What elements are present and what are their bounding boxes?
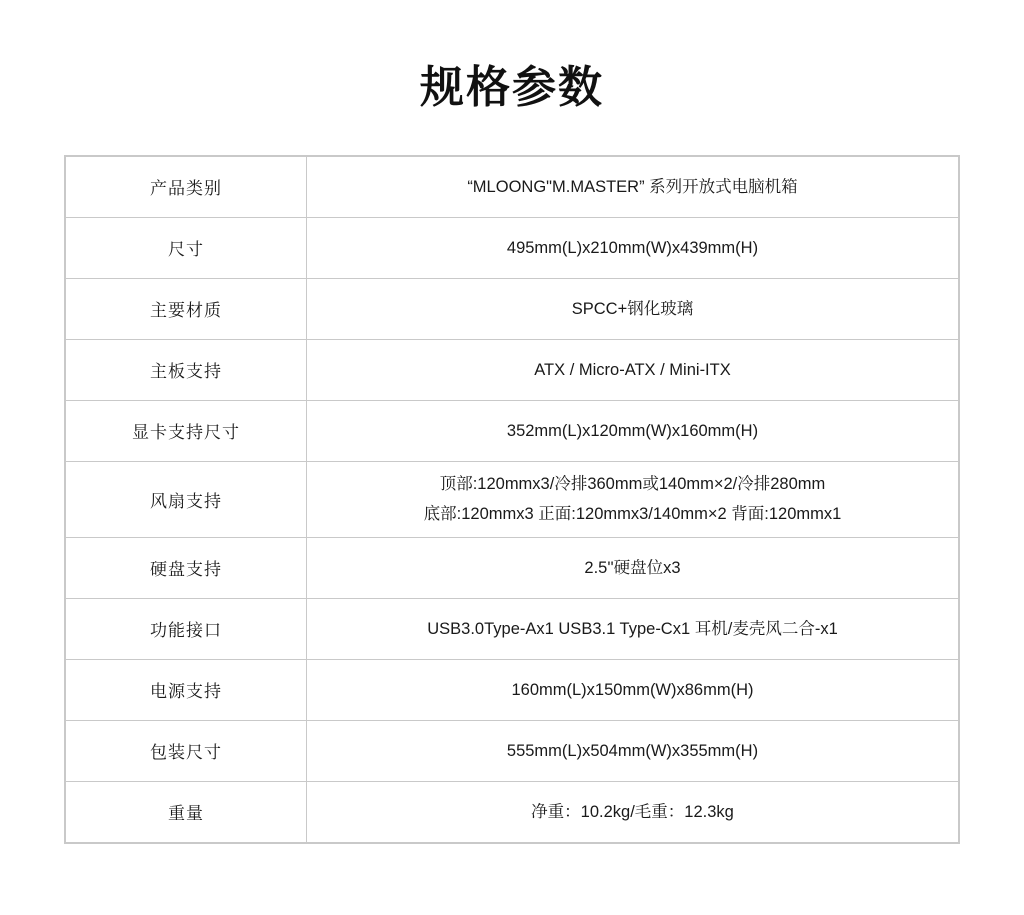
spec-label: 包装尺寸 (66, 720, 307, 781)
table-row (66, 659, 959, 720)
table-row (66, 781, 959, 842)
spec-value-line: 底部:120mmx3 正面:120mmx3/140mm×2 背面:120mmx1 (423, 505, 842, 524)
spec-value-line: 555mm(L)x504mm(W)x355mm(H) (506, 741, 759, 760)
spec-label: 显卡支持尺寸 (66, 400, 307, 461)
spec-value (307, 598, 959, 659)
spec-value-line: 顶部:120mmx3/冷排360mm或140mm×2/冷排280mm (439, 474, 826, 493)
spec-label: 主板支持 (66, 339, 307, 400)
spec-label: 重量 (66, 781, 307, 842)
table-row (66, 598, 959, 659)
table-row (66, 339, 959, 400)
table-row (66, 217, 959, 278)
table-row (66, 400, 959, 461)
spec-label: 风扇支持 (66, 461, 307, 537)
spec-table-container (64, 155, 960, 844)
spec-value (307, 720, 959, 781)
spec-value-line: SPCC+钢化玻璃 (571, 299, 694, 318)
spec-value (307, 339, 959, 400)
spec-table-body (66, 156, 959, 842)
spec-value (307, 217, 959, 278)
table-row (66, 156, 959, 217)
spec-value-line: 净重：10.2kg/毛重：12.3kg (531, 802, 734, 821)
spec-value (307, 156, 959, 217)
spec-value (307, 781, 959, 842)
spec-value-line: USB3.0Type-Ax1 USB3.1 Type-Cx1 耳机/麦壳风二合-x1 (427, 619, 838, 638)
table-row (66, 278, 959, 339)
page-title: 规格参数 (420, 63, 604, 112)
spec-value (307, 400, 959, 461)
table-row (66, 720, 959, 781)
spec-value (307, 537, 959, 598)
table-row (66, 537, 959, 598)
spec-label: 主要材质 (66, 278, 307, 339)
spec-label: 功能接口 (66, 598, 307, 659)
spec-value (307, 461, 959, 537)
spec-value-line: 2.5''硬盘位x3 (584, 558, 681, 577)
spec-value (307, 659, 959, 720)
table-row (66, 461, 959, 537)
spec-value-line: ATX / Micro-ATX / Mini-ITX (534, 360, 731, 379)
spec-value-line: “MLOONG"M.MASTER” 系列开放式电脑机箱 (467, 177, 798, 196)
spec-value (307, 278, 959, 339)
spec-label: 电源支持 (66, 659, 307, 720)
spec-label: 硬盘支持 (66, 537, 307, 598)
spec-label: 尺寸 (66, 217, 307, 278)
spec-label: 产品类别 (66, 156, 307, 217)
spec-value-line: 352mm(L)x120mm(W)x160mm(H) (506, 421, 759, 440)
spec-table (65, 156, 959, 843)
spec-value-line: 495mm(L)x210mm(W)x439mm(H) (506, 238, 759, 257)
spec-value-line: 160mm(L)x150mm(W)x86mm(H) (511, 680, 754, 699)
